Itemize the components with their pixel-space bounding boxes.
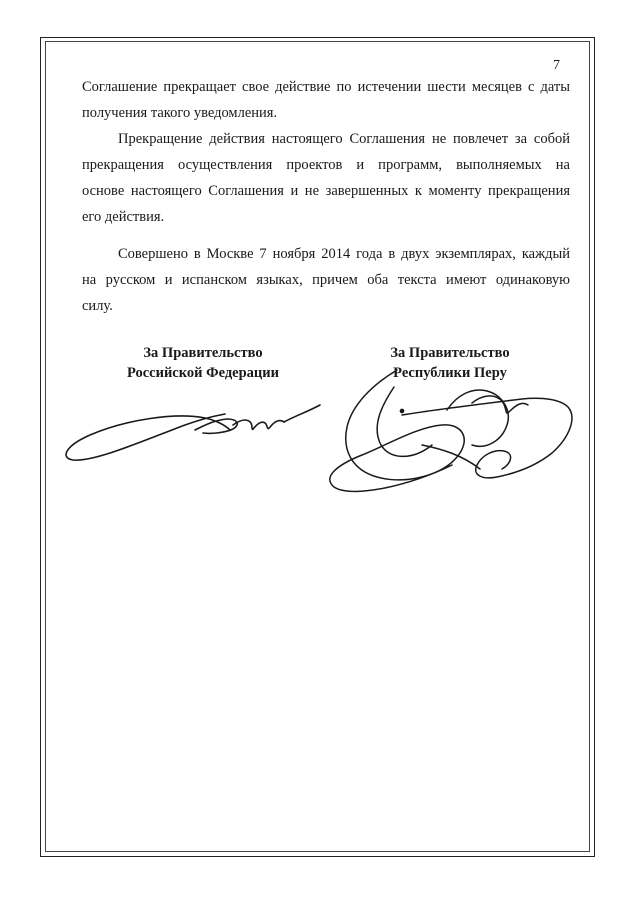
text-line: получения такого уведомления. — [82, 105, 278, 121]
signatory-russia-line2: Российской Федерации — [126, 365, 279, 381]
page-number: 7 — [553, 58, 560, 73]
signatory-russia — [108, 343, 298, 383]
text-line: на русском и испанском языках, причем оба текста имеют одинаковую — [82, 272, 570, 288]
signatory-peru-line1: За Правительство — [390, 345, 510, 361]
signatory-peru-line2: Республики Перу — [393, 365, 507, 381]
signatory-russia-line1: За Правительство — [143, 345, 263, 361]
paragraph-termination-effects — [82, 126, 570, 230]
paragraph-done-at — [82, 241, 570, 319]
paragraph-termination-notice — [82, 74, 570, 126]
text-line: Прекращение действия настоящего Соглашения не повлечет за собой — [118, 131, 570, 147]
text-line: Совершено в Москве 7 ноября 2014 года в двух экземплярах, каждый — [118, 246, 570, 262]
text-line: силу. — [82, 298, 113, 314]
text-line: его действия. — [82, 209, 165, 225]
text-line: прекращения осуществления проектов и программ, выполняемых на — [82, 157, 570, 173]
text-line: основе настоящего Соглашения и не завершенных к моменту прекращения — [82, 183, 570, 199]
text-line: Соглашение прекращает свое действие по истечении шести месяцев с даты — [82, 79, 570, 95]
signature-peru — [282, 365, 582, 500]
